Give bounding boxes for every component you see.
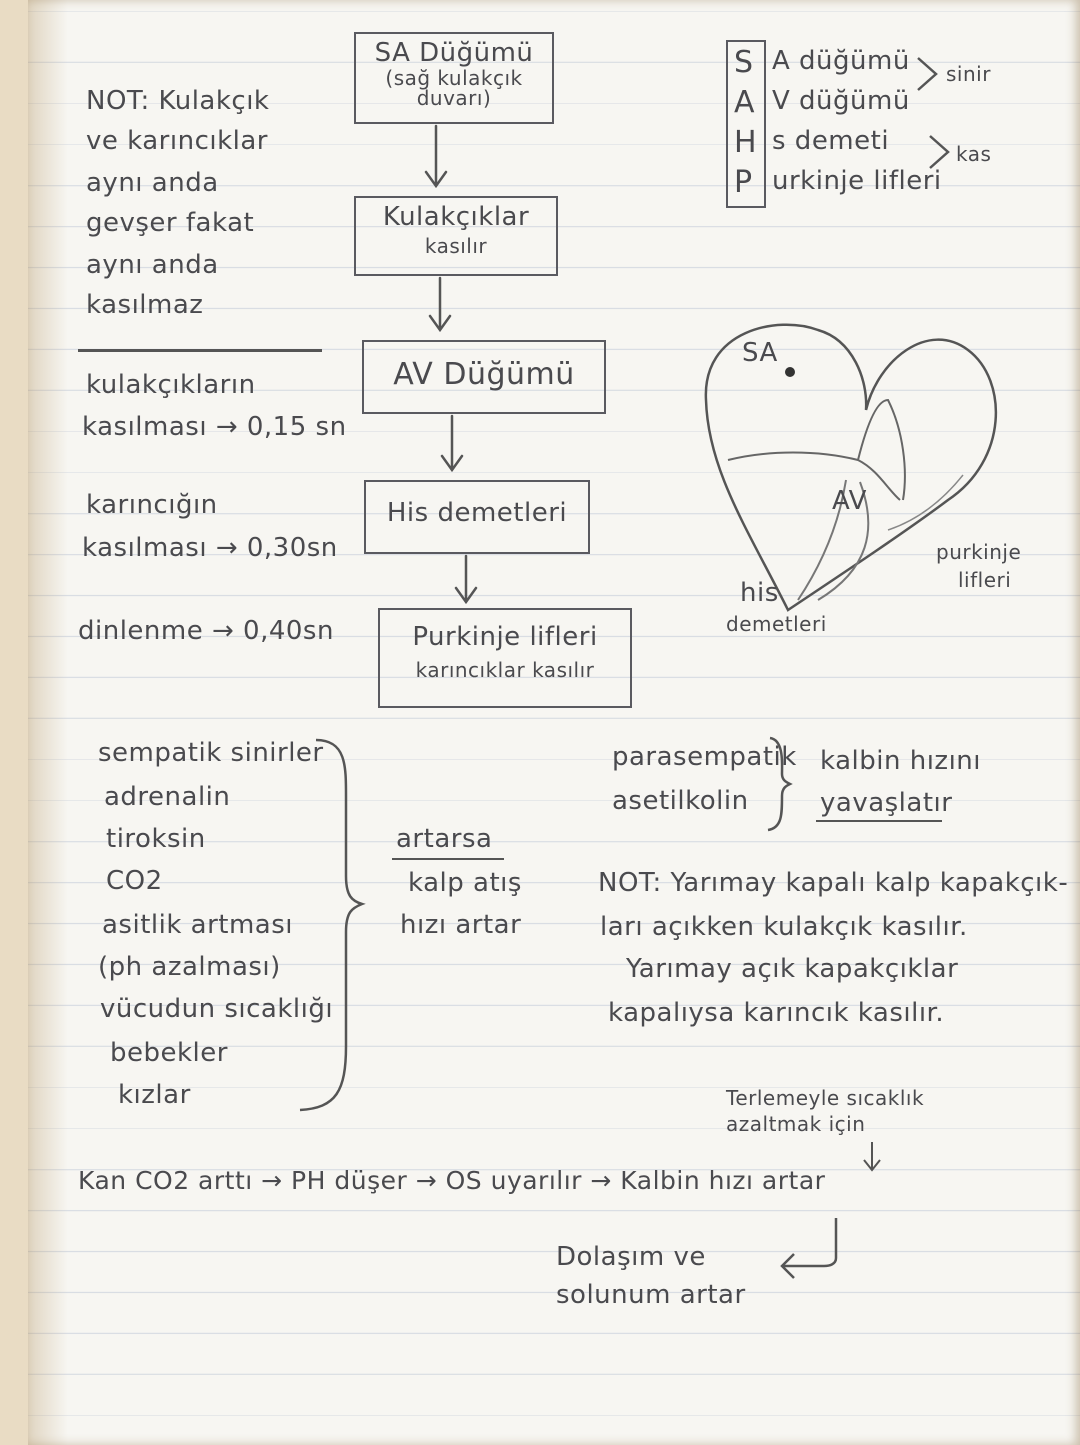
sempatik-item: tiroksin xyxy=(106,824,206,854)
flow-arrow-icon xyxy=(422,274,462,340)
sempatik-result: hızı artar xyxy=(400,910,522,940)
flow-box-sub: duvarı) xyxy=(416,86,492,110)
artarsa-label: artarsa xyxy=(396,824,493,854)
note-right-line: NOT: Yarımay kapalı kalp kapakçık- xyxy=(598,868,1069,898)
sempatik-item: adrenalin xyxy=(104,782,231,812)
divider xyxy=(78,349,322,352)
sahp-row: s demeti xyxy=(772,126,890,156)
heart-label-sa: SA xyxy=(742,338,778,368)
sahp-letter-column xyxy=(726,40,766,208)
timing-value: kasılması → 0,15 sn xyxy=(82,412,347,442)
note-left-line: aynı anda xyxy=(86,168,219,198)
flow-box-av xyxy=(362,340,606,414)
sahp-letter: A xyxy=(734,85,756,120)
parasempatik-result: yavaşlatır xyxy=(820,788,953,818)
flow-box-sub: (sağ kulakçık xyxy=(385,66,523,90)
flow-box-sa xyxy=(354,32,554,124)
underline xyxy=(392,858,504,860)
sempatik-item: kızlar xyxy=(118,1080,191,1110)
timing-label: dinlenme → 0,40sn xyxy=(78,616,334,646)
sahp-group-label: kas xyxy=(956,142,992,166)
heart-label-purkinje: purkinje xyxy=(936,540,1022,564)
curly-brace-icon xyxy=(764,734,794,834)
result-line: solunum artar xyxy=(556,1280,746,1310)
flow-box-kulakciklar xyxy=(354,196,558,276)
note-left-line: ve karıncıklar xyxy=(86,126,268,156)
sempatik-item: bebekler xyxy=(110,1038,228,1068)
timing-label: karıncığın xyxy=(86,490,218,520)
flow-box-title: SA Düğümü xyxy=(374,38,534,68)
sa-node-dot xyxy=(785,367,795,377)
sahp-row: V düğümü xyxy=(772,86,910,116)
terleme-note: Terlemeyle sıcaklık xyxy=(726,1086,925,1110)
heart-label-his: demetleri xyxy=(726,612,827,636)
sempatik-item: asitlik artması xyxy=(102,910,294,940)
brace-icon xyxy=(926,132,956,172)
note-right-line: ları açıkken kulakçık kasılır. xyxy=(600,912,968,942)
sahp-group-label: sinir xyxy=(946,62,991,86)
terleme-note: azaltmak için xyxy=(726,1112,866,1136)
flow-box-purkinje xyxy=(378,608,632,708)
sahp-row: A düğümü xyxy=(772,46,910,76)
flow-arrow-icon xyxy=(434,412,474,480)
sahp-row: urkinje lifleri xyxy=(772,166,942,196)
parasempatik-label: asetilkolin xyxy=(612,786,749,816)
sempatik-item: (ph azalması) xyxy=(98,952,281,982)
note-left-line: kasılmaz xyxy=(86,290,204,320)
flow-arrow-icon xyxy=(418,122,458,197)
heart-label-av: AV xyxy=(832,486,867,516)
sempatik-result: kalp atış xyxy=(408,868,522,898)
heart-label-his: his xyxy=(740,578,779,608)
timing-value: kasılması → 0,30sn xyxy=(82,533,338,563)
curly-brace-icon xyxy=(296,736,376,1116)
result-line: Dolaşım ve xyxy=(556,1242,706,1272)
note-right-line: Yarımay açık kapakçıklar xyxy=(626,954,959,984)
flow-box-sub: karıncıklar kasılır xyxy=(415,658,595,682)
notebook-page xyxy=(28,0,1080,1445)
underline xyxy=(816,820,942,822)
flow-box-title: Kulakçıklar xyxy=(382,202,530,232)
return-arrow-icon xyxy=(768,1212,848,1282)
sempatik-item: sempatik sinirler xyxy=(98,738,324,768)
sahp-letter: H xyxy=(734,125,758,160)
arrow-down-icon xyxy=(860,1140,884,1176)
note-left-line: aynı anda xyxy=(86,250,219,280)
parasempatik-label: parasempatik xyxy=(612,742,797,772)
flow-box-his xyxy=(364,480,590,554)
flow-box-sub: kasılır xyxy=(424,234,488,258)
sempatik-item: vücudun sıcaklığı xyxy=(100,994,334,1024)
brace-icon xyxy=(914,54,944,94)
sahp-letter: P xyxy=(734,165,753,200)
note-left-line: NOT: Kulakçık xyxy=(86,86,270,116)
chain-line: Kan CO2 arttı → PH düşer → OS uyarılır → Kalbin hızı artar xyxy=(78,1166,826,1195)
sempatik-item: CO2 xyxy=(106,866,163,896)
note-left-line: gevşer fakat xyxy=(86,208,255,238)
flow-arrow-icon xyxy=(448,552,488,610)
parasempatik-result: kalbin hızını xyxy=(820,746,982,776)
flow-box-title: AV Düğümü xyxy=(393,357,575,392)
flow-box-title: Purkinje lifleri xyxy=(412,622,598,652)
heart-label-purkinje: lifleri xyxy=(958,568,1012,592)
timing-label: kulakçıkların xyxy=(86,370,256,400)
sahp-letter: S xyxy=(734,45,754,80)
flow-box-title: His demetleri xyxy=(386,498,568,528)
note-right-line: kapalıysa karıncık kasılır. xyxy=(608,998,945,1028)
